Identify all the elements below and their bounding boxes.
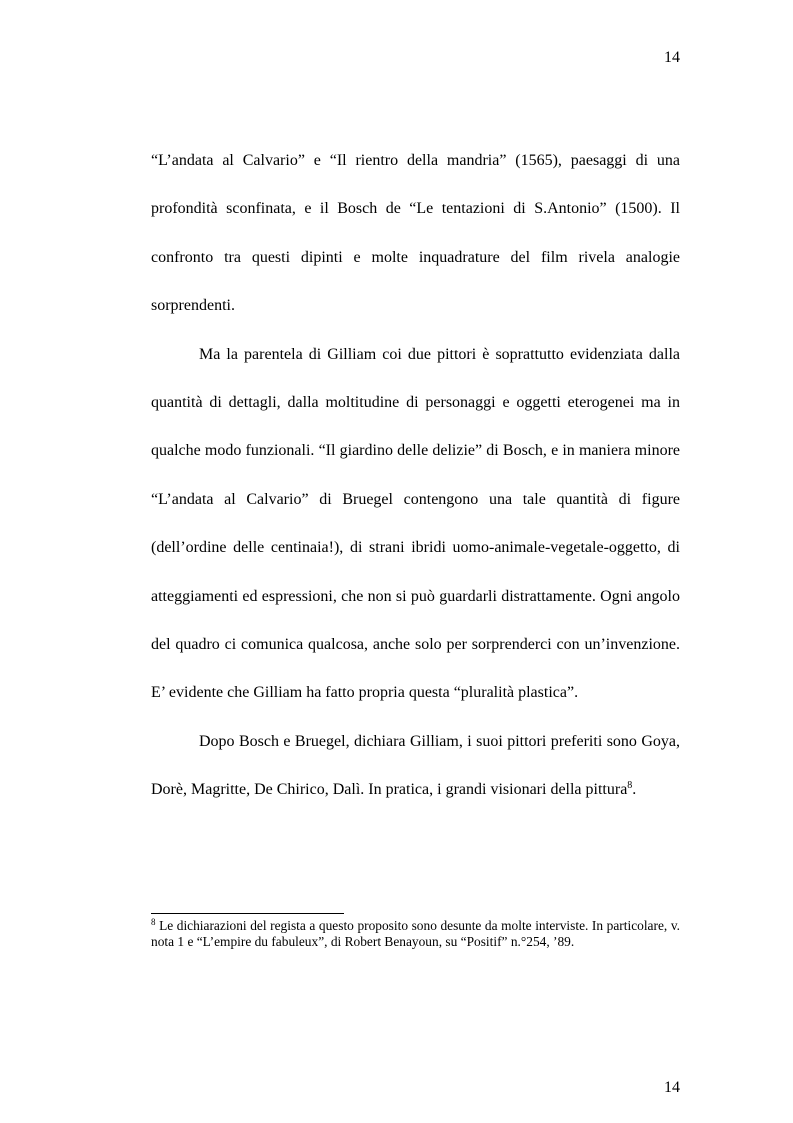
footnote-text: Le dichiarazioni del regista a questo proposito sono desunte da molte interviste. In particolare, v. nota 1 e “L’empire du fabuleux”, di Robert Benayoun, su “Positif” n.°254, ’89.: [151, 918, 680, 950]
body-text: [151, 137, 680, 815]
page-number-bottom: 14: [664, 1079, 680, 1096]
paragraph-1: “L’andata al Calvario” e “Il rientro della mandria” (1565), paesaggi di una profondità sconfinata, e il Bosch de “Le tentazioni di S.Antonio” (1500). Il confronto tra questi dipinti e molte inquadrature del film rivela analogie sorprendenti.: [151, 152, 680, 315]
footnote-separator: [151, 913, 344, 914]
paragraph-3: [151, 718, 680, 815]
footnote-reference[interactable]: 8: [627, 780, 633, 792]
paragraph-3-text: Dopo Bosch e Bruegel, dichiara Gilliam, i suoi pittori preferiti sono Goya, Dorè, Magritte, De Chirico, Dalì. In pratica, i grandi visionari della pittura: [151, 732, 680, 799]
paragraph-3-end: .: [632, 781, 637, 799]
paragraph-2: Ma la parentela di Gilliam coi due pittori è soprattutto evidenziata dalla quantità di dettagli, dalla moltitudine di personaggi e oggetti eterogenei ma in qualche modo funzionali. “Il giardino delle delizie” di Bosch, e in maniera minore “L’andata al Calvario” di Bruegel contengono una tale quantità di figure (dell’ordine delle centinaia!), di strani ibridi uomo-animale-vegetale-oggetto, di atteggiamenti ed espressioni, che non si può guardarli distrattamente. Ogni angolo del quadro ci comunica qualcosa, anche solo per sorprenderci con un’invenzione. E’ evidente che Gilliam ha fatto propria questa “pluralità plastica”.: [151, 345, 680, 702]
footnote-marker: 8: [151, 917, 156, 927]
page-number-top: 14: [664, 49, 680, 66]
footnote: [151, 918, 680, 951]
